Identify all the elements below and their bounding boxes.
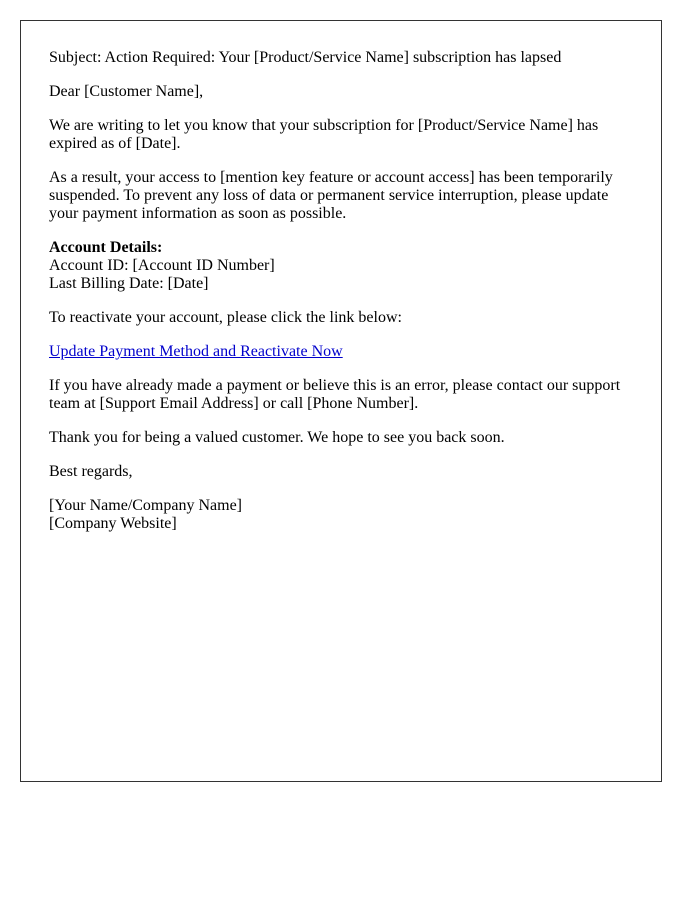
reactivate-prompt: To reactivate your account, please click the link below:: [49, 309, 402, 326]
reactivate-link[interactable]: Update Payment Method and Reactivate Now: [49, 343, 343, 360]
account-details-heading: Account Details:: [49, 239, 163, 256]
last-billing-date: Last Billing Date: [Date]: [49, 275, 209, 292]
signature-website: [Company Website]: [49, 515, 177, 532]
reactivate-link-row: [49, 343, 639, 361]
thanks-line: Thank you for being a valued customer. We hope to see you back soon.: [49, 429, 505, 446]
signature-name: [Your Name/Company Name]: [49, 497, 243, 514]
subject-line: Subject: Action Required: Your [Product/Service Name] subscription has lapsed: [49, 49, 562, 66]
closing: Best regards,: [49, 463, 133, 480]
paragraph-expired: We are writing to let you know that your subscription for [Product/Service Name] has expired as of [Date].: [49, 117, 599, 152]
paragraph-support: If you have already made a payment or believe this is an error, please contact our support team at [Support Email Address] or call [Phone Number].: [49, 377, 621, 412]
account-id: Account ID: [Account ID Number]: [49, 257, 275, 274]
signature: [49, 497, 639, 533]
paragraph-suspended: As a result, your access to [mention key feature or account access] has been temporarily suspended. To prevent any loss of data or permanent service interruption, please update your payment information as soon as possible.: [49, 169, 613, 222]
account-details: [49, 239, 639, 293]
letter-page: [20, 20, 662, 782]
letter-content: [49, 49, 639, 549]
greeting: Dear [Customer Name],: [49, 83, 204, 100]
